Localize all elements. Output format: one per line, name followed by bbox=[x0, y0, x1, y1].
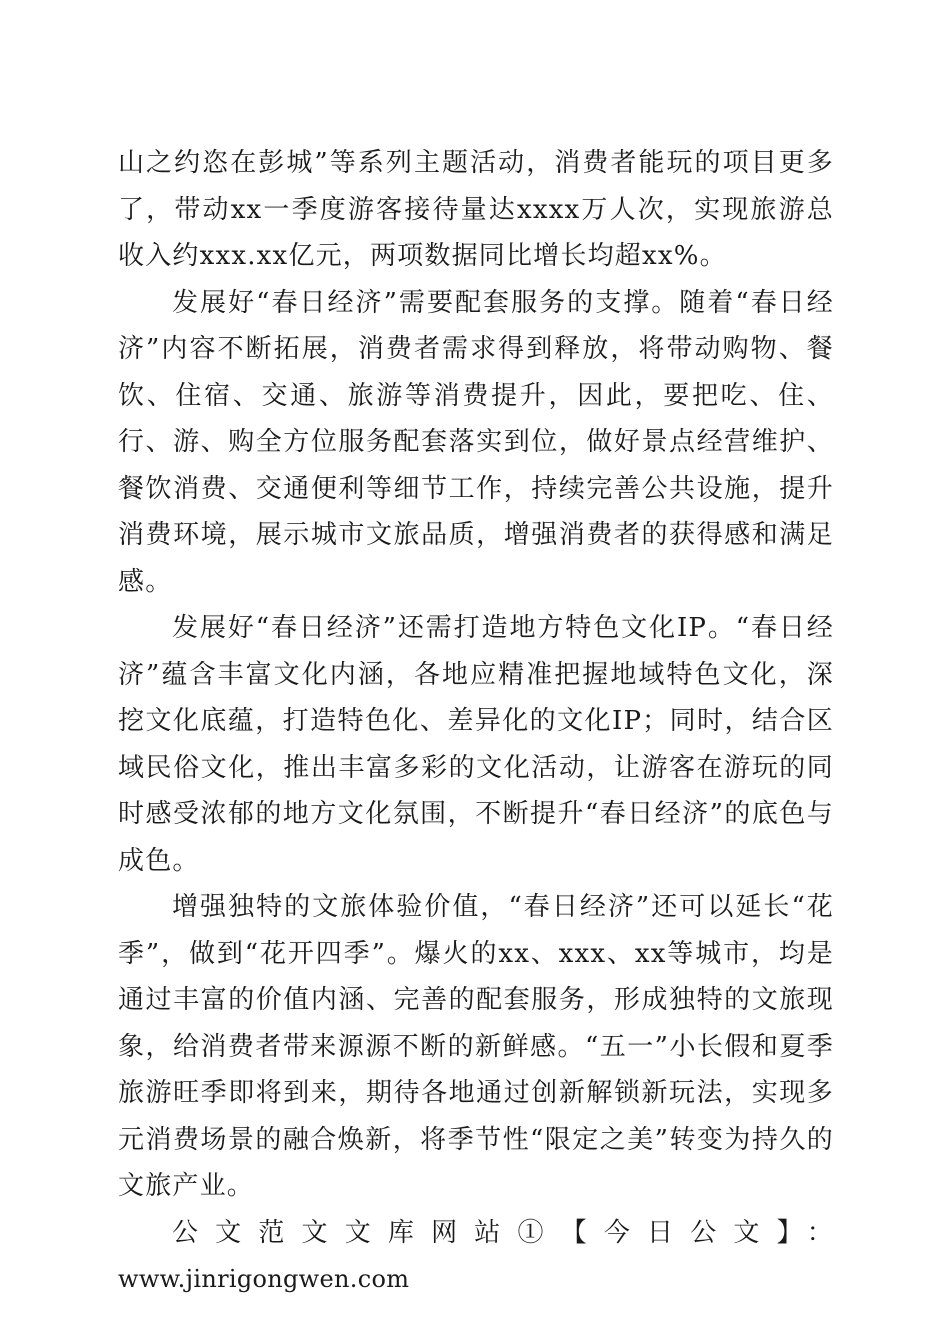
paragraph-cultural-ip: 发展好“春日经济”还需打造地方特色文化IP。“春日经济”蕴含丰富文化内涵，各地应精准把握地域特色文化，深挖文化底蕴，打造特色化、差异化的文化IP；同时，结合区域民俗文化，推出丰富多彩的文化活动，让游客在游玩的同时感受浓郁的地方文化氛围，不断提升“春日经济”的底色与成色。 bbox=[118, 613, 834, 876]
paragraph-continuation: 山之约恣在彭城”等系列主题活动，消费者能玩的项目更多了，带动xx一季度游客接待量达xxxx万人次，实现旅游总收入约xxx.xx亿元，两项数据同比增长均超xx%。 bbox=[118, 148, 834, 271]
footer-site-label: 公文范文文库网站①【今日公文】： bbox=[172, 1217, 834, 1248]
document-body bbox=[118, 140, 834, 1303]
paragraph-experience-value: 增强独特的文旅体验价值，“春日经济”还可以延长“花季”，做到“花开四季”。爆火的xx、xxx、xx等城市，均是通过丰富的价值内涵、完善的配套服务，形成独特的文旅现象，给消费者带来源源不断的新鲜感。“五一”小长假和夏季旅游旺季即将到来，期待各地通过创新解锁新玩法，实现多元消费场景的融合焕新，将季节性“限定之美”转变为持久的文旅产业。 bbox=[118, 892, 834, 1201]
footer-site-url[interactable]: www.jinrigongwen.com bbox=[118, 1265, 410, 1293]
paragraph-supporting-services: 发展好“春日经济”需要配套服务的支撑。随着“春日经济”内容不断拓展，消费者需求得到释放，将带动购物、餐饮、住宿、交通、旅游等消费提升，因此，要把吃、住、行、游、购全方位服务配套落实到位，做好景点经营维护、餐饮消费、交通便利等细节工作，持续完善公共设施，提升消费环境，展示城市文旅品质，增强消费者的获得感和满足感。 bbox=[118, 287, 834, 597]
